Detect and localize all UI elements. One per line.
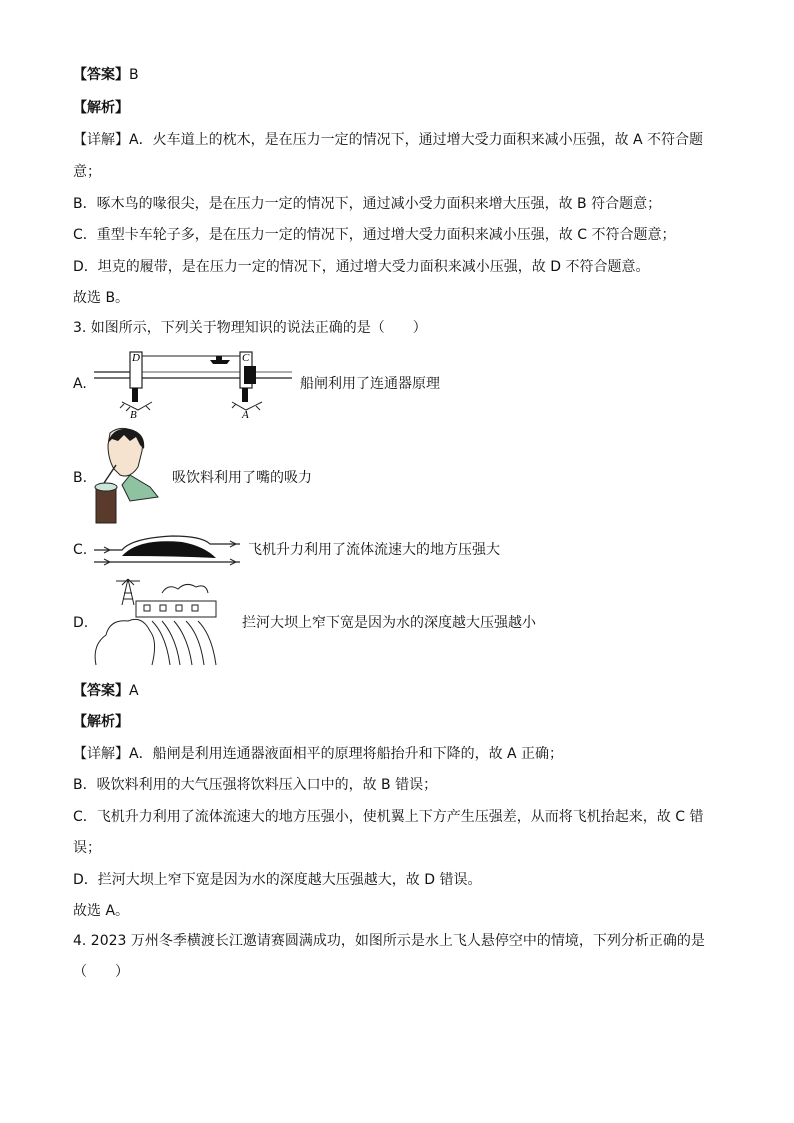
label-c: C [242, 352, 250, 364]
drinking-boy-figure [90, 425, 160, 525]
q2-detail-line: B．啄木鸟的喙很尖，是在压力一定的情况下，通过减小受力面积来增大压强，故 B 符合题意； [73, 196, 662, 212]
option-c-text: 飞机升力利用了流体流速大的地方压强大 [248, 542, 500, 558]
q3-detail-line: C．飞机升力利用了流体流速大的地方压强小，使机翼上下方产生压强差，从而将飞机抬起来，故 C 错 [73, 809, 704, 825]
option-a-text: 船闸利用了连通器原理 [300, 376, 440, 392]
label-d: D [132, 352, 140, 364]
q3-answer [73, 681, 139, 701]
q4-stem-line: （ ） [73, 964, 129, 980]
q2-answer [73, 65, 139, 85]
q3-detail-line: 【详解】A．船闸是利用连通器液面相平的原理将船抬升和下降的，故 A 正确； [73, 746, 564, 762]
option-c-label: C. [73, 542, 88, 558]
ship-lock-figure [92, 344, 292, 424]
q2-detail-line: D．坦克的履带，是在压力一定的情况下，通过增大受力面积来减小压强，故 D 不符合题意。 [73, 259, 650, 275]
q2-detail-line: 意； [73, 164, 101, 180]
q2-detail-line: 【详解】A．火车道上的枕木，是在压力一定的情况下，通过增大受力面积来减小压强，故 A 不符合题 [73, 132, 704, 148]
answer-value: B [129, 67, 139, 83]
q3-detail-line: B．吸饮料利用的大气压强将饮料压入口中的，故 B 错误； [73, 777, 438, 793]
answer-value: A [129, 683, 139, 699]
answer-label: 【答案】 [73, 67, 129, 83]
q3-detail-line: 故选 A。 [73, 903, 130, 919]
q2-analysis-label: 【解析】 [73, 100, 129, 116]
q4-stem-line: 4. 2023 万州冬季横渡长江邀请赛圆满成功，如图所示是水上飞人悬停空中的情境，下列分析正确的是 [73, 933, 705, 949]
option-d-text: 拦河大坝上窄下宽是因为水的深度越大压强越小 [242, 615, 536, 631]
option-d-label: D. [73, 615, 89, 631]
q2-detail-line: 故选 B。 [73, 290, 130, 306]
airfoil-figure [92, 530, 242, 570]
q3-stem: 3. 如图所示，下列关于物理知识的说法正确的是（ ） [73, 320, 427, 336]
q3-detail-line: D．拦河大坝上窄下宽是因为水的深度越大压强越大，故 D 错误。 [73, 872, 482, 888]
option-a-label: A. [73, 376, 87, 392]
answer-label: 【答案】 [73, 683, 129, 699]
dam-figure [92, 575, 232, 667]
q3-analysis-label: 【解析】 [73, 714, 129, 730]
label-a: A [242, 409, 249, 421]
label-b: B [130, 409, 137, 421]
option-b-label: B. [73, 470, 88, 486]
q3-detail-line: 误； [73, 840, 101, 856]
q2-detail-line: C．重型卡车轮子多，是在压力一定的情况下，通过增大受力面积来减小压强，故 C 不符合题意； [73, 227, 676, 243]
option-b-text: 吸饮料利用了嘴的吸力 [172, 470, 312, 486]
